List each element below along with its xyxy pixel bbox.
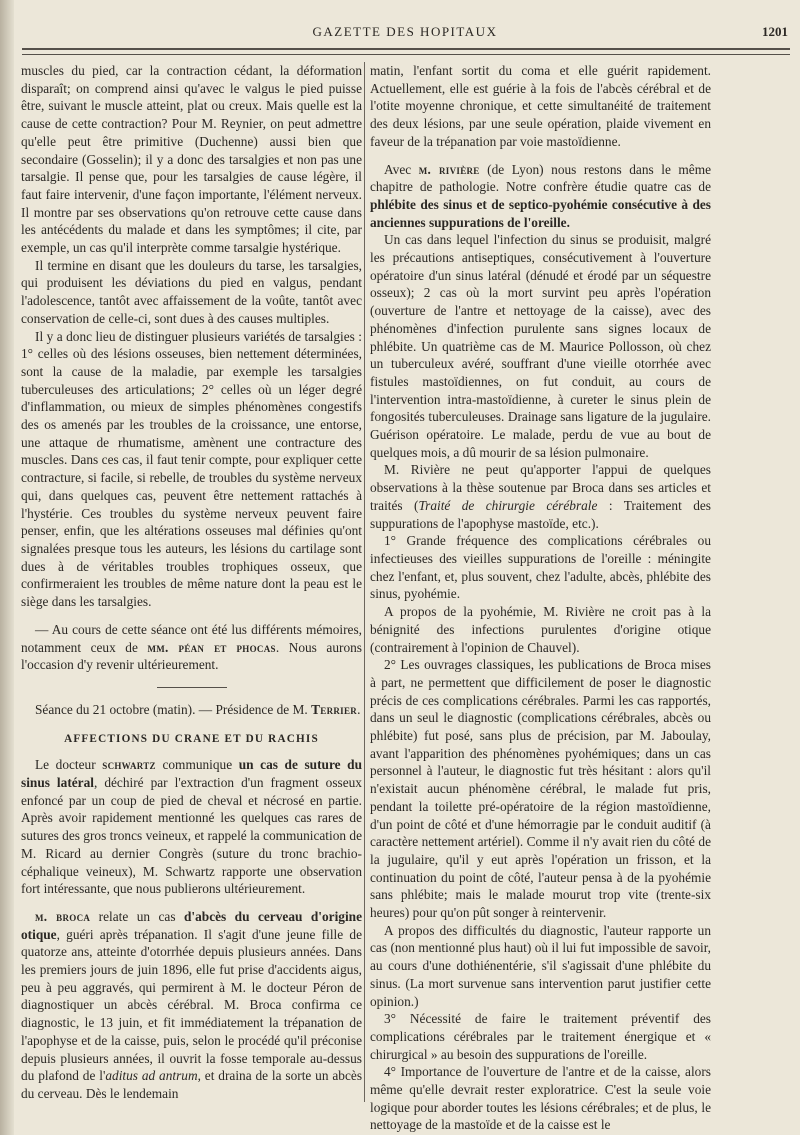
paragraph: Un cas dans lequel l'infection du sinus se produisit, malgré les précautions antiseptiques, consécutivement à l'ouverture opératoire d'un sinus latéral (dénudé et érodé par un séquestre osseux); 2 cas où la mort survint peu après l'opération (ouverture de l'antre et nettoyage de la caisse), avec des phénomènes d'infection purulente sans signes locaux de phlébite. Un quatrième cas de M. Maurice Pollosson, où chez un tuberculeux avéré, souffrant d'une vieille otorrhée avec fistules mastoïdiennes, on fut conduit, au cours de l'intervention intra-mastoïdienne, à cureter le sinus plein de fongosités tuberculeuses. Drainage sans ligature de la jugulaire. Guérison opératoire. Le malade, perdu de vue au bout de quelques mois, a dû mourir de sa lésion pulmonaire. xyxy=(370,232,711,460)
header-rule-thin xyxy=(22,54,790,55)
text-run: — Au cours de cette séance ont été lus différents mémoires, notamment ceux de xyxy=(21,621,362,655)
paragraph xyxy=(21,908,362,1103)
text-run: , déchiré par l'extraction d'un fragment osseux enfoncé par un coup de pied de cheval et nécrosé en partie. Après avoir rapidement mentionné les quelques cas rares de sutures des gros troncs veineux, et rappelé la communication de M. Ricard au dernier Congrès (suture du tronc brachio-céphalique veineux), M. Schwartz rapporte une observation fort intéressante, que nous publierons ultérieurement. xyxy=(21,775,362,897)
paragraph: Il y a donc lieu de distinguer plusieurs variétés de tarsalgies : 1° celles où des lésions osseuses, bien nettement déterminées, sont la cause de la maladie, par exemple les tarsalgies tuberculeuses des articulations; 2° celles où un léger degré d'inflammation, ou mieux de simples phénomènes congestifs des os amenés par les troubles de la croissance, une entorse, une attaque de rhumatisme, amènent une contracture des muscles. Dans ces cas, il faut tenir compte, pour expliquer cette contracture, si facile, si rebelle, de troubles du système nerveux qui, dans quelques cas, peuvent être nettement rattachés à l'hystérie. Ces troubles du système nerveux peuvent faire penser, enfin, que les altérations osseuses mal définies qu'ont signalées presque tous les auteurs, les lésions du cartilage sont dues à de véritables troubles trophiques osseux, que confirmeraient les troubles de même nature dont la peau est le siège dans les tarsalgies. xyxy=(21,328,362,610)
paragraph: matin, l'enfant sortit du coma et elle guérit rapidement. Actuellement, elle est guérie à la fois de l'abcès cérébral et de l'otite moyenne chronique, et cette simultanéité de traitement des deux lésions, par une seule opération, plaide vivement en faveur de la trépanation par voie mastoïdienne. xyxy=(370,63,711,149)
text-run: : Traitement des suppurations de l'apophyse mastoïde, etc.). xyxy=(370,497,711,531)
text-run: relate un cas xyxy=(90,908,184,924)
paragraph xyxy=(21,756,362,898)
text-run: , et draina de la sorte un abcès du cerveau. Dès le lendemain xyxy=(21,1068,363,1101)
paragraph xyxy=(370,161,711,232)
italic-title: Traité de chirurgie cérébrale xyxy=(418,497,598,513)
section-heading: AFFECTIONS DU CRANE ET DU RACHIS xyxy=(64,732,319,745)
paragraph: A propos de la pyohémie, M. Rivière ne croit pas à la bénignité des infections purulentes d'origine otique (contrairement à l'opinion de Chauvel). xyxy=(370,604,711,655)
section-divider xyxy=(157,687,227,688)
right-column xyxy=(370,62,711,1134)
paragraph: 2° Les ouvrages classiques, les publications de Broca mises à part, ne permettent que difficilement de poser le diagnostic précis de ces complications cérébrales. Parmi les cas rapportés, dans un seul le diagnostic (complications cérébrales, abcès ou phlébite) fut posé, sans plus de précision, par M. Jaboulay, avant l'apparition des phénomènes pyohémiques; dans un cas personnel à l'auteur, le diagnostic fut très hésitant : alors qu'il n'existait aucun phénomène cérébral, le malade fut pris, pendant la toilette pré-opératoire de la région mastoïdienne, d'un point de côté et d'une hémorragie par le conduit auditif (à caractère nettement artériel). Comme il n'y avait rien du côté de la jugulaire, qu'il y eut après l'opération un frisson, et la continuation du point de côté, l'auteur pensa à de la pyohémie sans phlébite; mais le malade mourut trop vite (trente-six heures) pour qu'on pût songer à reintervenir. xyxy=(370,657,711,921)
paragraph: muscles du pied, car la contraction cédant, la déformation disparaît; on comprend ainsi qu'avec le valgus le pied puisse être, suivant le muscle atteint, plat ou creux. Mais quelle est la cause de cette contraction? Pour M. Reynier, on peut admettre qu'elle peut être primitive (Duchenne) aussi bien que secondaire (Gosselin); il y a donc des tarsalgies et non pas une tarsalgie. Il pense que, pour les tarsalgies de cause légère, il faut faire intervenir, d'une façon importante, l'élément nerveux. Il montre par ses observations qu'on retrouve cette cause dans les antécédents du malade et dans les symptômes; il cite, par exemple, un cas qu'il interprète comme tarsalgie hystérique. xyxy=(21,63,362,256)
text-run: . xyxy=(357,701,361,717)
topic-bold: d'abcès du cerveau d'origine otique xyxy=(21,908,363,942)
text-run: communique xyxy=(155,757,239,773)
author-name: m. rivière xyxy=(418,161,480,177)
paragraph xyxy=(370,461,711,532)
left-column xyxy=(21,62,362,1103)
text-run: Le docteur xyxy=(35,757,103,773)
text-run: Séance du 21 octobre (matin). — Présidence de M. xyxy=(35,701,312,717)
paragraph: 3° Nécessité de faire le traitement préventif des complications cérébrales par le traitement énergique et « chirurgical » au besoin des suppurations de l'oreille. xyxy=(370,1011,711,1062)
running-title: GAZETTE DES HOPITAUX xyxy=(312,24,498,39)
page-number: 1201 xyxy=(762,24,788,39)
topic-bold: phlébite des sinus et de septico-pyohémie consécutive à des anciennes suppurations de l'oreille. xyxy=(370,196,711,230)
page-header xyxy=(20,18,790,48)
paragraph xyxy=(21,621,362,674)
text-run: (de Lyon) nous restons dans le même chapitre de pathologie. Notre confrère étudie quatre cas de xyxy=(370,161,712,195)
president-name: Terrier xyxy=(311,701,358,717)
text-run: Avec xyxy=(384,161,419,177)
paragraph: 1° Grande fréquence des complications cérébrales ou infectieuses des vieilles suppurations de l'oreille : méningite chez l'enfant, et, plus souvent, chez l'adulte, abcès, phlébite des sinus, pyohémie. xyxy=(370,533,711,602)
text-run: , guéri après trépanation. Il s'agit d'une jeune fille de quatorze ans, atteinte d'otorrhée depuis plusieurs années. Dans les premiers jours de juin 1896, elle fut prise d'accidents aigus, peu à peu aggravés, qui permirent à M. le docteur Péron de diagnostiquer un abcès cérébral. M. Broca confirma ce diagnostic, le 13 juin, et fit immédiatement la trépanation de l'apophyse et de la caisse, puis, selon le procédé qu'il préconise depuis plusieurs années, il ouvrit la fosse temporale au-dessus du plafond de l' xyxy=(21,926,362,1084)
column-divider xyxy=(364,62,365,1102)
author-name: schwartz xyxy=(102,757,156,773)
author-names: mm. péan et phocas xyxy=(147,639,276,655)
italic-term: aditus ad antrum xyxy=(105,1068,198,1084)
text-run: . Nous aurons l'occasion d'y revenir ultérieurement. xyxy=(21,639,362,673)
header-rule-thick xyxy=(22,48,790,50)
paragraph: Il termine en disant que les douleurs du tarse, les tarsalgies, qui produisent les déviations du pied en valgus, pendant l'adolescence, tantôt avec affaissement de la voûte, tantôt avec conservation de celle-ci, sont dues à des causes multiples. xyxy=(21,257,362,326)
paragraph: A propos des difficultés du diagnostic, l'auteur rapporte un cas (non mentionné plus haut) où il lui fut impossible de savoir, au cours d'une dothiénentérie, s'il s'agissait d'une phlébite du sinus. (La mort survenue sans intervention parut justifier cette opinion.) xyxy=(370,922,711,1009)
topic-bold: un cas de suture du sinus latéral xyxy=(21,757,362,791)
text-run: M. Rivière ne peut qu'apporter l'appui de quelques observations à la thèse soutenue par Broca dans ses articles et traités ( xyxy=(370,462,711,513)
paragraph: 4° Importance de l'ouverture de l'antre et de la caisse, alors même qu'elle devrait rester exploratrice. C'est la seule voie logique pour aborder toutes les lésions cérébrales; et de plus, le nettoyage de la mastoïde et de la caisse est le xyxy=(370,1064,711,1133)
author-name: m. broca xyxy=(35,908,91,924)
session-line xyxy=(21,701,362,719)
